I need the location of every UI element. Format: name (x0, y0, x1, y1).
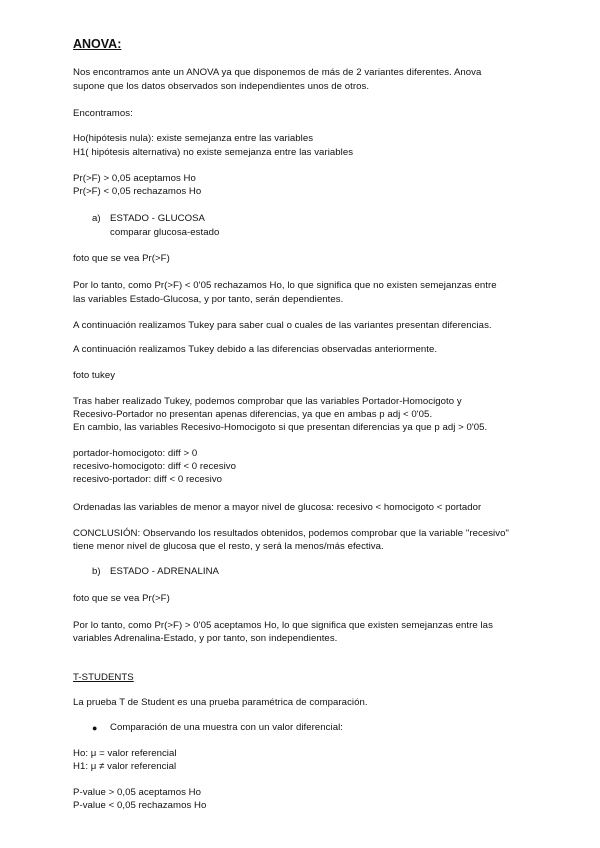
encontramos-label: Encontramos: (73, 108, 133, 119)
rule-accept: Pr(>F) > 0,05 aceptamos Ho (73, 173, 196, 184)
conclusion-b-line-2: variables Adrenalina-Estado, y por tanto, son independientes. (73, 633, 338, 644)
rule-reject: Pr(>F) < 0,05 rechazamos Ho (73, 186, 202, 197)
null-hypothesis: Ho(hipótesis nula): existe semejanza entre las variables (73, 133, 314, 144)
t-null-hypothesis: Ho: μ = valor referencial (73, 748, 177, 759)
section-a-marker: a) (92, 213, 101, 224)
t-alt-hypothesis: H1: μ ≠ valor referencial (73, 761, 177, 772)
intro-line-2: supone que los datos observados son independientes unos de otros. (73, 81, 370, 92)
bullet-item: Comparación de una muestra con un valor diferencial: (110, 722, 343, 733)
photo-a-note: foto que se vea Pr(>F) (73, 253, 170, 264)
conclusion-b-line-1: Por lo tanto, como Pr(>F) > 0'05 aceptamos Ho, lo que significa que existen semejanzas entre las (73, 620, 493, 631)
page-title: ANOVA: (73, 37, 122, 51)
tukey-paragraph-2: A continuación realizamos Tukey debido a las diferencias observadas anteriormente. (73, 344, 438, 355)
pvalue-accept: P-value > 0,05 aceptamos Ho (73, 787, 202, 798)
tukey-result-line-2: Recesivo-Portador no presentan apenas diferencias, ya que en ambas p adj < 0'05. (73, 409, 433, 420)
ordering-line: Ordenadas las variables de menor a mayor nivel de glucosa: recesivo < homocigoto < portador (73, 502, 482, 513)
tstudents-intro: La prueba T de Student es una prueba paramétrica de comparación. (73, 697, 368, 708)
diff-portador-homocigoto: portador-homocigoto: diff > 0 (73, 448, 198, 459)
photo-tukey-note: foto tukey (73, 370, 116, 381)
tstudents-heading: T-STUDENTS (73, 672, 134, 683)
section-a-title: ESTADO - GLUCOSA (110, 213, 205, 224)
bullet-dot-icon: ● (92, 723, 98, 733)
final-conclusion-line-2: tiene menor nivel de glucosa que el resto, y será la menos/más efectiva. (73, 541, 384, 552)
diff-recesivo-homocigoto: recesivo-homocigoto: diff < 0 recesivo (73, 461, 237, 472)
alt-hypothesis: H1( hipótesis alternativa) no existe semejanza entre las variables (73, 147, 354, 158)
final-conclusion-line-1: CONCLUSIÓN: Observando los resultados obtenidos, podemos comprobar que la variable "recesivo" (73, 528, 509, 539)
conclusion-a-line-1: Por lo tanto, como Pr(>F) < 0'05 rechazamos Ho, lo que significa que no existen semejanzas entre (73, 280, 497, 291)
photo-b-note: foto que se vea Pr(>F) (73, 593, 170, 604)
section-b-marker: b) (92, 566, 101, 577)
tukey-result-line-1: Tras haber realizado Tukey, podemos comprobar que las variables Portador-Homocigoto y (73, 396, 462, 407)
intro-line-1: Nos encontramos ante un ANOVA ya que disponemos de más de 2 variantes diferentes. Anova (73, 67, 482, 78)
diff-recesivo-portador: recesivo-portador: diff < 0 recesivo (73, 474, 223, 485)
section-a-subtitle: comparar glucosa-estado (110, 227, 220, 238)
tukey-paragraph-1: A continuación realizamos Tukey para saber cual o cuales de las variantes presentan diferencias. (73, 320, 492, 331)
tukey-result-line-3: En cambio, las variables Recesivo-Homocigoto si que presentan diferencias ya que p adj > 0'05. (73, 422, 488, 433)
section-b-title: ESTADO - ADRENALINA (110, 566, 219, 577)
pvalue-reject: P-value < 0,05 rechazamos Ho (73, 800, 207, 811)
conclusion-a-line-2: las variables Estado-Glucosa, y por tanto, serán dependientes. (73, 294, 344, 305)
